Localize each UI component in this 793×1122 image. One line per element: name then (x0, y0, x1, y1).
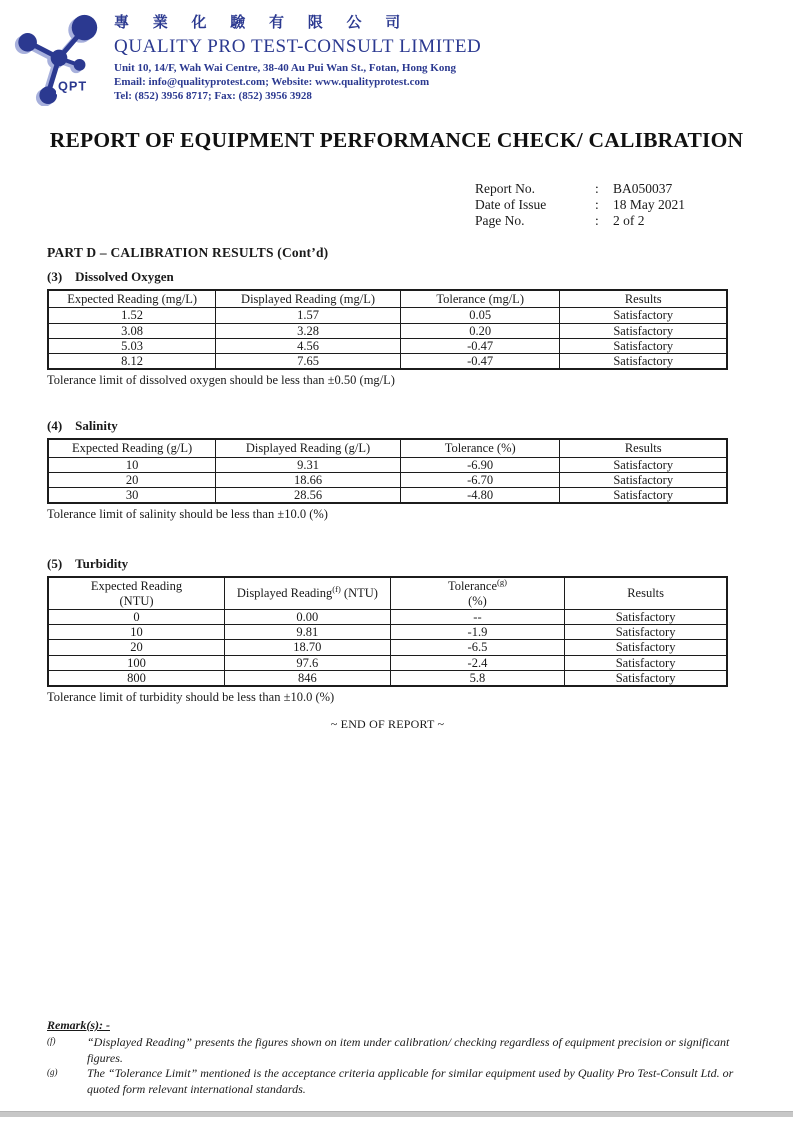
table-cell: Satisfactory (560, 457, 727, 472)
table-header-row (48, 439, 727, 457)
table-header-cell: Tolerance (%) (400, 439, 560, 457)
section-heading (47, 556, 728, 572)
table-cell: 20 (48, 640, 225, 655)
table-cell: -6.5 (390, 640, 565, 655)
table-row (48, 655, 727, 670)
company-address: Unit 10, 14/F, Wah Wai Centre, 38-40 Au Pui Wan St., Fotan, Hong Kong (114, 62, 456, 75)
table-header-cell: Expected Reading (g/L) (48, 439, 216, 457)
table-header-cell: Results (560, 439, 727, 457)
table-row (48, 625, 727, 640)
section-heading (47, 418, 728, 434)
remark-item (47, 1035, 753, 1067)
table-cell: 5.8 (390, 670, 565, 686)
section-title: Salinity (75, 418, 118, 434)
report-info-label: Page No. (475, 212, 525, 228)
section-title: Dissolved Oxygen (75, 269, 174, 284)
tolerance-limit-note: Tolerance limit of dissolved oxygen should be less than ±0.50 (mg/L) (47, 373, 395, 388)
results-table (47, 576, 728, 687)
remarks-block (47, 1018, 753, 1098)
company-name-chinese: 專 業 化 驗 有 限 公 司 (114, 15, 411, 31)
table-cell: 1.52 (48, 308, 216, 323)
remark-text: “Displayed Reading” presents the figures shown on item under calibration/ checking regardless of equipment precision or significant figures. (87, 1034, 730, 1065)
table-cell: Satisfactory (560, 472, 727, 487)
table-cell: 0 (48, 609, 225, 624)
calibration-section (47, 418, 728, 522)
table-cell: 97.6 (225, 655, 391, 670)
table-cell: 18.70 (225, 640, 391, 655)
table-cell: Satisfactory (560, 488, 727, 504)
table-cell: 10 (48, 457, 216, 472)
table-header-row (48, 577, 727, 609)
table-header-cell: Displayed Reading (g/L) (216, 439, 401, 457)
section-title: Turbidity (75, 556, 129, 572)
remark-marker: (f) (47, 1035, 56, 1046)
company-contact-tel-fax: Tel: (852) 3956 8717; Fax: (852) 3956 3928 (114, 90, 312, 103)
table-row (48, 640, 727, 655)
table-row (48, 338, 727, 353)
remark-marker: (g) (47, 1067, 58, 1078)
tolerance-limit-note: Tolerance limit of salinity should be less than ±10.0 (%) (47, 507, 328, 522)
table-header-row (48, 290, 727, 308)
part-d-heading: PART D – CALIBRATION RESULTS (Cont’d) (47, 245, 329, 260)
table-cell: 5.03 (48, 338, 216, 353)
table-cell: 3.08 (48, 323, 216, 338)
report-info-separator: : (595, 181, 599, 196)
table-row (48, 609, 727, 624)
table-cell: Satisfactory (560, 354, 727, 370)
table-cell: 20 (48, 472, 216, 487)
table-cell: 7.65 (216, 354, 401, 370)
table-cell: 0.00 (225, 609, 391, 624)
section-number: (5) (47, 556, 63, 572)
report-info-label: Date of Issue (475, 196, 547, 212)
table-row (48, 457, 727, 472)
table-row (48, 354, 727, 370)
section-number: (3) (47, 269, 63, 284)
table-cell: 8.12 (48, 354, 216, 370)
report-info-row (475, 197, 685, 213)
table-cell: 9.81 (225, 625, 391, 640)
report-info-value: BA050037 (613, 181, 673, 196)
table-cell: 0.20 (400, 323, 560, 338)
section-heading (47, 269, 728, 285)
table-cell: -6.90 (400, 457, 560, 472)
calibration-section (47, 269, 728, 388)
table-cell: -- (390, 609, 565, 624)
table-cell: 0.05 (400, 308, 560, 323)
logo-qpt-text: QPT (58, 78, 88, 94)
table-row (48, 488, 727, 504)
table-cell: 4.56 (216, 338, 401, 353)
table-cell: -0.47 (400, 338, 560, 353)
table-cell: Satisfactory (565, 625, 727, 640)
table-cell: Satisfactory (565, 640, 727, 655)
table-row (48, 323, 727, 338)
table-cell: -0.47 (400, 354, 560, 370)
table-cell: 800 (48, 670, 225, 686)
calibration-section (47, 556, 728, 705)
report-info-separator: : (595, 196, 599, 212)
table-row (48, 308, 727, 323)
table-cell: -4.80 (400, 488, 560, 504)
table-header-cell: Tolerance (mg/L) (400, 290, 560, 308)
table-cell: 3.28 (216, 323, 401, 338)
tolerance-limit-note: Tolerance limit of turbidity should be less than ±10.0 (%) (47, 690, 335, 704)
table-cell: 9.31 (216, 457, 401, 472)
table-header-cell: Displayed Reading (mg/L) (216, 290, 401, 308)
table-header-cell: Expected Reading (mg/L) (48, 290, 216, 308)
report-info-value: 2 of 2 (613, 212, 645, 228)
table-cell: 1.57 (216, 308, 401, 323)
table-row (48, 472, 727, 487)
table-cell: 28.56 (216, 488, 401, 504)
table-cell: 846 (225, 670, 391, 686)
table-header-cell: Tolerance$^{(g)}$ (%) (390, 577, 565, 609)
table-cell: -2.4 (390, 655, 565, 670)
table-cell: -1.9 (390, 625, 565, 640)
results-table (47, 289, 728, 370)
table-row (48, 670, 727, 686)
report-info-label: Report No. (475, 181, 535, 196)
table-cell: 30 (48, 488, 216, 504)
table-cell: 10 (48, 625, 225, 640)
table-cell: 100 (48, 655, 225, 670)
company-name-english: QUALITY PRO TEST-CONSULT LIMITED (114, 35, 482, 57)
remark-text: The “Tolerance Limit” mentioned is the acceptance criteria applicable for similar equipment used by Quality Pro Test-Consult Ltd. or quoted form relevant international standards. (87, 1066, 734, 1097)
table-cell: Satisfactory (560, 323, 727, 338)
report-title: REPORT OF EQUIPMENT PERFORMANCE CHECK/ CALIBRATION (49, 128, 744, 152)
report-info-row (475, 213, 685, 229)
results-table (47, 438, 728, 504)
table-cell: -6.70 (400, 472, 560, 487)
table-cell: Satisfactory (565, 655, 727, 670)
table-cell: Satisfactory (560, 338, 727, 353)
table-cell: 18.66 (216, 472, 401, 487)
qpt-molecule-logo-icon (12, 8, 104, 106)
table-cell: Satisfactory (565, 670, 727, 686)
letterhead (12, 8, 481, 106)
table-header-cell: Displayed Reading$^{(f)}$ (NTU) (225, 577, 391, 609)
report-info-separator: : (595, 212, 599, 228)
remarks-heading: Remark(s): - (47, 1018, 110, 1032)
end-of-report-text: ~ END OF REPORT ~ (330, 717, 445, 731)
table-cell: Satisfactory (560, 308, 727, 323)
remark-item (47, 1066, 753, 1098)
report-info-value: 18 May 2021 (613, 196, 685, 212)
report-body (47, 245, 728, 732)
report-info-row (475, 181, 685, 197)
table-header-cell: Results (560, 290, 727, 308)
report-info-block (475, 181, 685, 229)
table-header-cell: Expected Reading (NTU) (48, 577, 225, 609)
page-bottom-scan-edge (0, 1111, 793, 1117)
table-cell: Satisfactory (565, 609, 727, 624)
table-header-cell: Results (565, 577, 727, 609)
company-contact-email-website: Email: info@qualityprotest.com; Website: www.qualityprotest.com (114, 76, 430, 89)
section-number: (4) (47, 418, 63, 434)
